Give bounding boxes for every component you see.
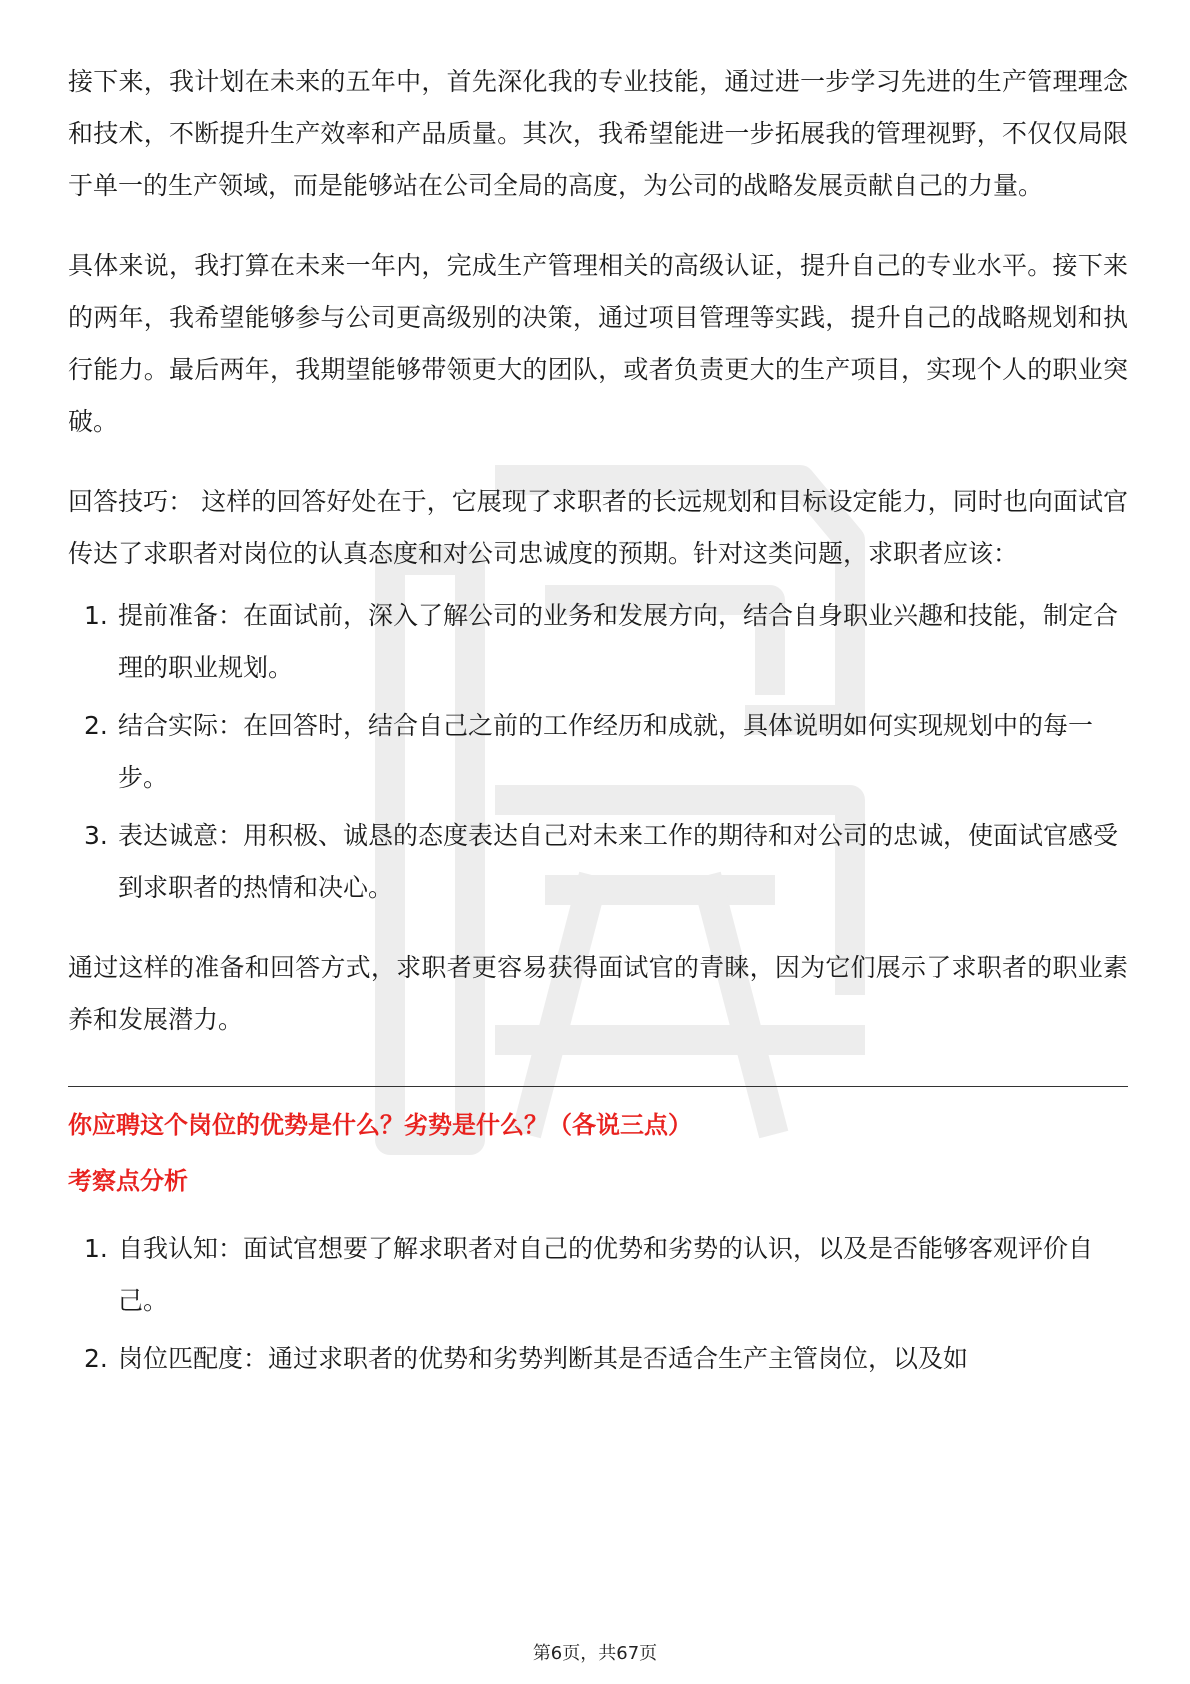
paragraph-plan: 接下来，我计划在未来的五年中，首先深化我的专业技能，通过进一步学习先进的生产管理理念和技术，不断提升生产效率和产品质量。其次，我希望能进一步拓展我的管理视野，不仅仅局限于单一的生产领域，而是能够站在公司全局的高度，为公司的战略发展贡献自己的力量。 [68, 67, 1128, 200]
list-item-number: 1. [84, 1234, 108, 1263]
list-item-number: 1. [84, 601, 108, 630]
list-item [68, 1333, 1128, 1385]
list-item-number: 2. [84, 711, 108, 740]
paragraph-answer-tips: 回答技巧： 这样的回答好处在于，它展现了求职者的长远规划和目标设定能力，同时也向面试官传达了求职者对岗位的认真态度和对公司忠诚度的预期。针对这类问题，求职者应该： [68, 487, 1128, 568]
analysis-points-list [68, 1223, 1128, 1385]
list-item [68, 700, 1128, 804]
list-item-text: 结合实际：在回答时，结合自己之前的工作经历和成就，具体说明如何实现规划中的每一步。 [118, 711, 1094, 792]
tips-list [68, 590, 1128, 914]
paragraph-conclusion: 通过这样的准备和回答方式，求职者更容易获得面试官的青睐，因为它们展示了求职者的职业素养和发展潜力。 [68, 953, 1128, 1034]
list-item [68, 1223, 1128, 1327]
list-item [68, 810, 1128, 914]
list-item-number: 3. [84, 821, 108, 850]
list-item-text: 自我认知：面试官想要了解求职者对自己的优势和劣势的认识，以及是否能够客观评价自己。 [118, 1234, 1094, 1315]
list-item-number: 2. [84, 1344, 108, 1373]
paragraph-details: 具体来说，我打算在未来一年内，完成生产管理相关的高级认证，提升自己的专业水平。接下来的两年，我希望能够参与公司更高级别的决策，通过项目管理等实践，提升自己的战略规划和执行能力。最后两年，我期望能够带领更大的团队，或者负责更大的生产项目，实现个人的职业突破。 [68, 251, 1128, 436]
list-item-text: 提前准备：在面试前，深入了解公司的业务和发展方向，结合自身职业兴趣和技能，制定合理的职业规划。 [118, 601, 1119, 682]
list-item [68, 590, 1128, 694]
analysis-heading: 考察点分析 [68, 1167, 188, 1195]
list-item-text: 岗位匹配度：通过求职者的优势和劣势判断其是否适合生产主管岗位，以及如 [118, 1344, 969, 1373]
main-content [68, 56, 1128, 1385]
question-title: 你应聘这个岗位的优势是什么？劣势是什么？（各说三点） [68, 1111, 692, 1139]
list-item-text: 表达诚意：用积极、诚恳的态度表达自己对未来工作的期待和对公司的忠诚，使面试官感受到求职者的热情和决心。 [118, 821, 1119, 902]
page-footer: 第6页，共67页 [532, 1643, 658, 1664]
